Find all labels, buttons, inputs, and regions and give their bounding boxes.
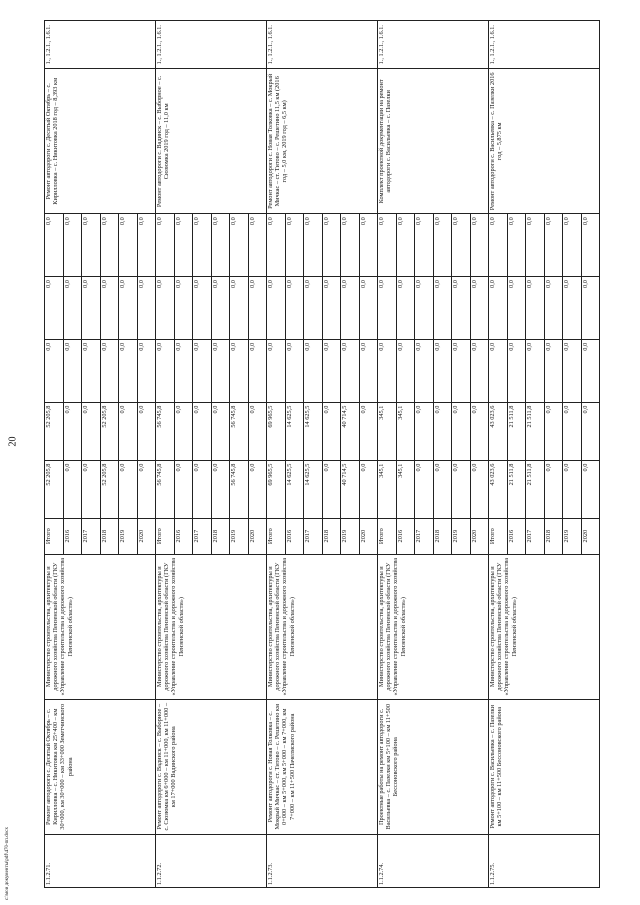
amount-cell: 0,0 — [304, 214, 323, 277]
row-link-cell: 1., 1.2.1., 1.6.1. — [489, 21, 600, 69]
amount-cell: 0,0 — [193, 277, 212, 340]
amount-cell: 0,0 — [285, 339, 304, 402]
regional-cell: 345,1 — [378, 402, 397, 460]
total-cell: 0,0 — [433, 460, 452, 518]
row-result-cell: Комплект проектной документации на ремонт автодороги с. Васильевка – с. Пазелки — [378, 69, 489, 214]
total-cell: 0,0 — [63, 460, 82, 518]
amount-cell: 0,0 — [248, 339, 267, 402]
total-cell: 56 745,8 — [156, 460, 175, 518]
regional-cell: 0,0 — [137, 402, 156, 460]
amount-cell: 0,0 — [230, 339, 249, 402]
amount-cell: 0,0 — [63, 277, 82, 340]
amount-cell: 0,0 — [359, 277, 378, 340]
regional-cell: 0,0 — [63, 402, 82, 460]
amount-cell: 0,0 — [581, 214, 600, 277]
year-cell: 2020 — [581, 518, 600, 554]
amount-cell: 0,0 — [45, 214, 64, 277]
amount-cell: 0,0 — [378, 339, 397, 402]
row-link-cell: 1., 1.2.1., 1.6.1. — [45, 21, 156, 69]
row-result-cell: Ремонт автодороги с. Новая Толковка – с. Мокрый Мичкас – ст. Титово – с. Решетино 11,5 км (2016 год – 5,0 км, 2019 год – 6,5 км) — [267, 69, 378, 214]
year-cell: 2016 — [507, 518, 526, 554]
row-link-cell: 1., 1.2.1., 1.6.1. — [156, 21, 267, 69]
regional-cell: 43 023,6 — [489, 402, 508, 460]
year-cell: Итого — [45, 518, 64, 554]
amount-cell: 0,0 — [285, 277, 304, 340]
amount-cell: 0,0 — [193, 339, 212, 402]
amount-cell: 0,0 — [119, 214, 138, 277]
amount-cell: 0,0 — [396, 214, 415, 277]
regional-cell: 14 625,5 — [304, 402, 323, 460]
amount-cell: 0,0 — [396, 277, 415, 340]
amount-cell: 0,0 — [211, 214, 230, 277]
amount-cell: 0,0 — [470, 339, 489, 402]
footer-file-path — [0, 770, 16, 905]
year-cell: 2016 — [63, 518, 82, 554]
amount-cell: 0,0 — [100, 277, 119, 340]
amount-cell: 0,0 — [174, 339, 193, 402]
year-cell: 2019 — [119, 518, 138, 554]
amount-cell: 0,0 — [63, 214, 82, 277]
amount-cell: 0,0 — [433, 277, 452, 340]
row-code-cell: 1.1.2.71. — [45, 834, 156, 887]
amount-cell: 0,0 — [119, 277, 138, 340]
regional-cell: 0,0 — [322, 402, 341, 460]
amount-cell: 0,0 — [82, 339, 101, 402]
total-cell: 14 625,5 — [304, 460, 323, 518]
total-cell: 21 511,8 — [526, 460, 545, 518]
amount-cell: 0,0 — [45, 277, 64, 340]
row-code-cell: 1.1.2.72. — [156, 834, 267, 887]
year-cell: 2019 — [452, 518, 471, 554]
year-cell: 2017 — [82, 518, 101, 554]
regional-cell: 0,0 — [470, 402, 489, 460]
amount-cell: 0,0 — [248, 214, 267, 277]
amount-cell: 0,0 — [581, 277, 600, 340]
amount-cell: 0,0 — [452, 339, 471, 402]
total-cell: 0,0 — [563, 460, 582, 518]
total-cell: 0,0 — [452, 460, 471, 518]
row-code-cell: 1.1.2.74. — [378, 834, 489, 887]
total-cell: 345,1 — [396, 460, 415, 518]
regional-cell: 52 205,8 — [45, 402, 64, 460]
amount-cell: 0,0 — [100, 339, 119, 402]
row-executor-cell: Министерство строительства, архитектуры и дорожного хозяйства Пензенской области (ГКУ «Управление строительства и дорожного хозяйства Пензенской области») — [45, 554, 156, 699]
total-cell: 43 023,6 — [489, 460, 508, 518]
total-cell: 0,0 — [581, 460, 600, 518]
amount-cell: 0,0 — [304, 277, 323, 340]
amount-cell: 0,0 — [82, 277, 101, 340]
year-cell: 2017 — [193, 518, 212, 554]
amount-cell: 0,0 — [452, 214, 471, 277]
regional-cell: 40 714,5 — [341, 402, 360, 460]
program-table — [44, 20, 600, 888]
regional-cell: 21 511,8 — [526, 402, 545, 460]
total-cell: 0,0 — [82, 460, 101, 518]
amount-cell: 0,0 — [433, 214, 452, 277]
year-cell: 2020 — [470, 518, 489, 554]
amount-cell: 0,0 — [507, 277, 526, 340]
total-cell: 52 205,8 — [100, 460, 119, 518]
row-code-cell: 1.1.2.75. — [489, 834, 600, 887]
year-cell: 2018 — [322, 518, 341, 554]
row-name-cell: Проектные работы на ремонт автодороги с. Васильевка – с. Пазелки км 5+100 – км 11+500 Бессоновского района — [378, 699, 489, 834]
amount-cell: 0,0 — [544, 339, 563, 402]
amount-cell: 0,0 — [211, 339, 230, 402]
amount-cell: 0,0 — [137, 214, 156, 277]
amount-cell: 0,0 — [285, 214, 304, 277]
amount-cell: 0,0 — [267, 339, 286, 402]
row-result-cell: Ремонт автодороги с. Вадинск – с. Выборное – с. Сюзюмка 2019 год – 11,0 км — [156, 69, 267, 214]
year-cell: Итого — [267, 518, 286, 554]
amount-cell: 0,0 — [489, 339, 508, 402]
total-cell: 0,0 — [322, 460, 341, 518]
row-result-cell: Ремонт автодороги с. Десятый Октябрь – с. Кирилловка – с. Никитовка 2018 год – 8,393 км — [45, 69, 156, 214]
total-cell: 0,0 — [470, 460, 489, 518]
amount-cell: 0,0 — [45, 339, 64, 402]
regional-cell: 0,0 — [452, 402, 471, 460]
total-cell: 40 714,5 — [341, 460, 360, 518]
amount-cell: 0,0 — [378, 277, 397, 340]
year-cell: 2018 — [544, 518, 563, 554]
amount-cell: 0,0 — [341, 214, 360, 277]
regional-cell: 0,0 — [119, 402, 138, 460]
year-cell: 2018 — [211, 518, 230, 554]
row-link-cell: 1., 1.2.1., 1.6.1. — [267, 21, 378, 69]
table-row — [489, 21, 508, 888]
amount-cell: 0,0 — [322, 339, 341, 402]
regional-cell: 0,0 — [563, 402, 582, 460]
amount-cell: 0,0 — [193, 214, 212, 277]
year-cell: 2017 — [415, 518, 434, 554]
amount-cell: 0,0 — [526, 339, 545, 402]
year-cell: 2020 — [248, 518, 267, 554]
regional-cell: 0,0 — [415, 402, 434, 460]
total-cell: 56 745,8 — [230, 460, 249, 518]
amount-cell: 0,0 — [489, 214, 508, 277]
amount-cell: 0,0 — [341, 339, 360, 402]
row-executor-cell: Министерство строительства, архитектуры и дорожного хозяйства Пензенской области (ГКУ «Управление строительства и дорожного хозяйства Пензенской области») — [489, 554, 600, 699]
amount-cell: 0,0 — [470, 214, 489, 277]
amount-cell: 0,0 — [267, 214, 286, 277]
amount-cell: 0,0 — [526, 214, 545, 277]
year-cell: 2016 — [174, 518, 193, 554]
year-cell: 2016 — [396, 518, 415, 554]
year-cell: 2017 — [304, 518, 323, 554]
regional-cell: 56 745,8 — [156, 402, 175, 460]
amount-cell: 0,0 — [267, 277, 286, 340]
amount-cell: 0,0 — [507, 214, 526, 277]
row-name-cell: Ремонт автодороги с. Новая Толковка – с. Мокрый Мичкас – ст. Титово – с. Решетино км 0+000 – км 5+000, км 5+000 – км 7+000, км 7+000 – км 11+500 Пачелмского района — [267, 699, 378, 834]
row-executor-cell: Министерство строительства, архитектуры и дорожного хозяйства Пензенской области (ГКУ «Управление строительства и дорожного хозяйства Пензенской области») — [156, 554, 267, 699]
row-code-cell: 1.1.2.73. — [267, 834, 378, 887]
regional-cell: 0,0 — [581, 402, 600, 460]
year-cell: Итого — [489, 518, 508, 554]
table-row — [378, 21, 397, 888]
amount-cell: 0,0 — [415, 277, 434, 340]
row-link-cell: 1., 1.2.1., 1.6.1. — [378, 21, 489, 69]
year-cell: 2019 — [341, 518, 360, 554]
regional-cell: 21 511,8 — [507, 402, 526, 460]
year-cell: 2020 — [359, 518, 378, 554]
amount-cell: 0,0 — [378, 214, 397, 277]
regional-cell: 56 745,8 — [230, 402, 249, 460]
table-row — [267, 21, 286, 888]
total-cell: 345,1 — [378, 460, 397, 518]
footer-file-path-text: c:\мои документы\pdf\470-пп.docx — [5, 827, 10, 900]
regional-cell: 0,0 — [193, 402, 212, 460]
amount-cell: 0,0 — [415, 214, 434, 277]
year-cell: 2020 — [137, 518, 156, 554]
regional-cell: 0,0 — [211, 402, 230, 460]
row-name-cell: Ремонт автодороги с. Вадинск – с. Выборное – с. Сюзюмка км 6+000 – км 11+000, км 11+000 – км 17+000 Вадинского района — [156, 699, 267, 834]
row-executor-cell: Министерство строительства, архитектуры и дорожного хозяйства Пензенской области (ГКУ «Управление строительства и дорожного хозяйства Пензенской области») — [267, 554, 378, 699]
total-cell: 0,0 — [119, 460, 138, 518]
program-table-rotated — [44, 20, 600, 888]
regional-cell: 0,0 — [433, 402, 452, 460]
amount-cell: 0,0 — [230, 277, 249, 340]
total-cell: 52 205,8 — [45, 460, 64, 518]
year-cell: 2019 — [230, 518, 249, 554]
amount-cell: 0,0 — [119, 339, 138, 402]
amount-cell: 0,0 — [137, 339, 156, 402]
amount-cell: 0,0 — [359, 339, 378, 402]
amount-cell: 0,0 — [563, 339, 582, 402]
amount-cell: 0,0 — [174, 277, 193, 340]
page-number: 20 — [7, 436, 19, 447]
amount-cell: 0,0 — [526, 277, 545, 340]
regional-cell: 69 965,5 — [267, 402, 286, 460]
year-cell: 2017 — [526, 518, 545, 554]
table-body — [45, 21, 600, 888]
amount-cell: 0,0 — [415, 339, 434, 402]
amount-cell: 0,0 — [341, 277, 360, 340]
total-cell: 21 511,8 — [507, 460, 526, 518]
amount-cell: 0,0 — [174, 214, 193, 277]
total-cell: 0,0 — [193, 460, 212, 518]
total-cell: 14 625,5 — [285, 460, 304, 518]
total-cell: 0,0 — [211, 460, 230, 518]
amount-cell: 0,0 — [304, 339, 323, 402]
row-name-cell: Ремонт автодороги с. Десятый Октябрь – с. Кирилловка – с. Никитовка км 25+400 – км 30+000, км 30+000 – км 33+000 Земетчинского района — [45, 699, 156, 834]
amount-cell: 0,0 — [544, 214, 563, 277]
amount-cell: 0,0 — [322, 214, 341, 277]
amount-cell: 0,0 — [248, 277, 267, 340]
year-cell: 2018 — [100, 518, 119, 554]
amount-cell: 0,0 — [359, 214, 378, 277]
total-cell: 0,0 — [174, 460, 193, 518]
amount-cell: 0,0 — [470, 277, 489, 340]
table-row — [156, 21, 175, 888]
row-executor-cell: Министерство строительства, архитектуры и дорожного хозяйства Пензенской области (ГКУ «Управление строительства и дорожного хозяйства Пензенской области») — [378, 554, 489, 699]
regional-cell: 0,0 — [82, 402, 101, 460]
amount-cell: 0,0 — [563, 277, 582, 340]
amount-cell: 0,0 — [156, 339, 175, 402]
row-result-cell: Ремонт автодороги с. Васильевка – с. Пазелки 2016 год – 5,875 км — [489, 69, 600, 214]
regional-cell: 14 625,5 — [285, 402, 304, 460]
total-cell: 0,0 — [137, 460, 156, 518]
total-cell: 0,0 — [359, 460, 378, 518]
regional-cell: 0,0 — [248, 402, 267, 460]
amount-cell: 0,0 — [396, 339, 415, 402]
year-cell: 2019 — [563, 518, 582, 554]
total-cell: 69 965,5 — [267, 460, 286, 518]
total-cell: 0,0 — [544, 460, 563, 518]
amount-cell: 0,0 — [156, 277, 175, 340]
total-cell: 0,0 — [248, 460, 267, 518]
regional-cell: 0,0 — [544, 402, 563, 460]
amount-cell: 0,0 — [581, 339, 600, 402]
table-row — [45, 21, 64, 888]
amount-cell: 0,0 — [433, 339, 452, 402]
total-cell: 0,0 — [415, 460, 434, 518]
amount-cell: 0,0 — [322, 277, 341, 340]
amount-cell: 0,0 — [156, 214, 175, 277]
year-cell: Итого — [378, 518, 397, 554]
amount-cell: 0,0 — [489, 277, 508, 340]
amount-cell: 0,0 — [211, 277, 230, 340]
amount-cell: 0,0 — [137, 277, 156, 340]
amount-cell: 0,0 — [452, 277, 471, 340]
amount-cell: 0,0 — [63, 339, 82, 402]
year-cell: Итого — [156, 518, 175, 554]
amount-cell: 0,0 — [563, 214, 582, 277]
amount-cell: 0,0 — [544, 277, 563, 340]
regional-cell: 52 205,8 — [100, 402, 119, 460]
amount-cell: 0,0 — [100, 214, 119, 277]
row-name-cell: Ремонт автодороги с. Васильевка – с. Пазелки км 5+100 – км 11+500 Бессоновского района — [489, 699, 600, 834]
regional-cell: 0,0 — [174, 402, 193, 460]
amount-cell: 0,0 — [230, 214, 249, 277]
year-cell: 2018 — [433, 518, 452, 554]
amount-cell: 0,0 — [507, 339, 526, 402]
regional-cell: 345,1 — [396, 402, 415, 460]
regional-cell: 0,0 — [359, 402, 378, 460]
amount-cell: 0,0 — [82, 214, 101, 277]
year-cell: 2016 — [285, 518, 304, 554]
